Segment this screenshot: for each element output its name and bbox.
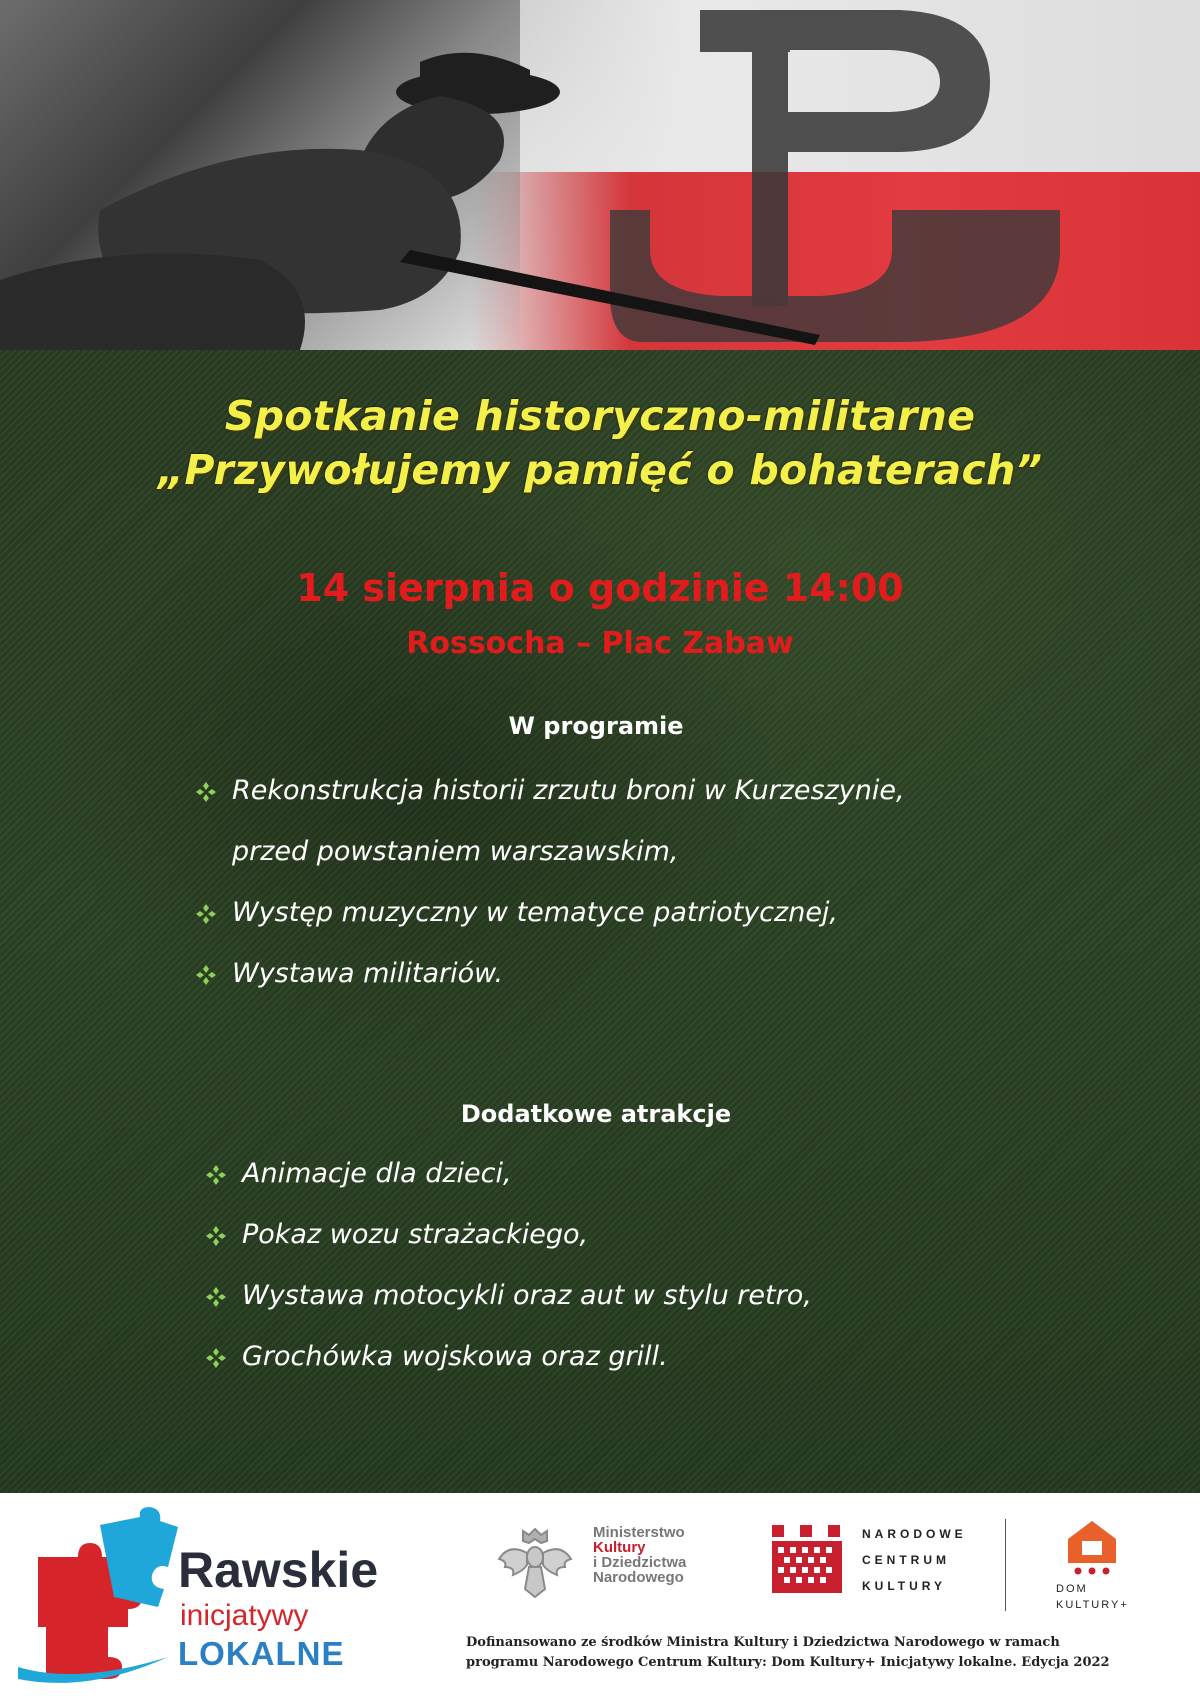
diamond-bullet-icon [204, 1224, 228, 1248]
nck-logo [770, 1521, 980, 1601]
diamond-bullet-icon [204, 1163, 228, 1187]
list-item-text: Pokaz wozu strażackiego, [242, 1219, 589, 1250]
dkp-line1: DOM [1056, 1583, 1088, 1595]
list-item-text: Animacje dla dzieci, [242, 1158, 512, 1189]
dom-kultury-logo [1040, 1517, 1160, 1617]
list-item [194, 835, 905, 896]
list-item-text: Rekonstrukcja historii zrzutu broni w Kurzeszynie, [232, 775, 905, 806]
ministry-line3: i Dziedzictwa [593, 1554, 687, 1571]
puzzle-logo-icon [18, 1507, 178, 1687]
list-item [204, 1157, 812, 1218]
list-item [194, 774, 905, 835]
rawskie-inicjatywy-logo [18, 1507, 398, 1687]
rawskie-logo-title: Rawskie [178, 1542, 379, 1598]
eagle-emblem-icon [495, 1523, 575, 1603]
diamond-bullet-icon [194, 963, 218, 987]
soldier-silhouette-icon [0, 0, 1200, 350]
sponsors-footer [0, 1493, 1200, 1696]
list-item [194, 896, 905, 957]
list-item [194, 957, 905, 1018]
program-list [194, 774, 905, 1018]
ministry-logo-text [593, 1525, 686, 1585]
rawskie-logo-lokalne: LOKALNE [178, 1635, 345, 1672]
list-item-text: Wystawa motocykli oraz aut w stylu retro, [242, 1280, 812, 1311]
list-item-text: przed powstaniem warszawskim, [232, 836, 679, 867]
house-icon [1062, 1517, 1122, 1581]
list-item [204, 1340, 812, 1401]
dkp-line2: KULTURY+ [1056, 1599, 1129, 1611]
list-item-text: Występ muzyczny w tematyce patriotycznej, [232, 897, 839, 928]
ministry-logo [495, 1523, 725, 1603]
nck-emblem-icon [770, 1521, 850, 1601]
funding-note [466, 1633, 1166, 1673]
diamond-bullet-icon [194, 902, 218, 926]
ministry-line4: Narodowego [593, 1569, 684, 1586]
nck-line3: KULTURY [862, 1579, 946, 1593]
diamond-bullet-icon [194, 780, 218, 804]
list-item-text: Wystawa militariów. [232, 958, 504, 989]
event-panel [0, 350, 1200, 1493]
kotwica-anchor-icon [610, 10, 1060, 342]
rawskie-logo-subtitle: inicjatywy [180, 1599, 309, 1632]
event-date: 14 sierpnia o godzinie 14:00 [296, 566, 904, 610]
event-place: Rossocha – Plac Zabaw [406, 626, 794, 661]
nck-line2: CENTRUM [862, 1553, 950, 1567]
program-heading: W programie [508, 712, 684, 740]
diamond-bullet-icon [204, 1346, 228, 1370]
event-title-line1: Spotkanie historyczno-militarne [224, 392, 976, 440]
diamond-bullet-icon [204, 1285, 228, 1309]
event-title-line2: „Przywołujemy pamięć o bohaterach” [157, 446, 1043, 494]
nck-line1: NARODOWE [862, 1527, 967, 1541]
list-item [204, 1218, 812, 1279]
logo-divider [1005, 1519, 1006, 1611]
hero-image [0, 0, 1200, 350]
extras-heading: Dodatkowe atrakcje [460, 1100, 732, 1128]
list-item-text: Grochówka wojskowa oraz grill. [242, 1341, 668, 1372]
ministry-line1: Ministerstwo [593, 1524, 685, 1541]
ministry-line2: Kultury [593, 1539, 646, 1556]
extras-list [204, 1157, 812, 1401]
list-item [204, 1279, 812, 1340]
funding-line1: Dofinansowano ze środków Ministra Kultury i Dziedzictwa Narodowego w ramach [466, 1635, 1060, 1650]
funding-line2: programu Narodowego Centrum Kultury: Dom Kultury+ Inicjatywy lokalne. Edycja 2022 [466, 1655, 1110, 1670]
